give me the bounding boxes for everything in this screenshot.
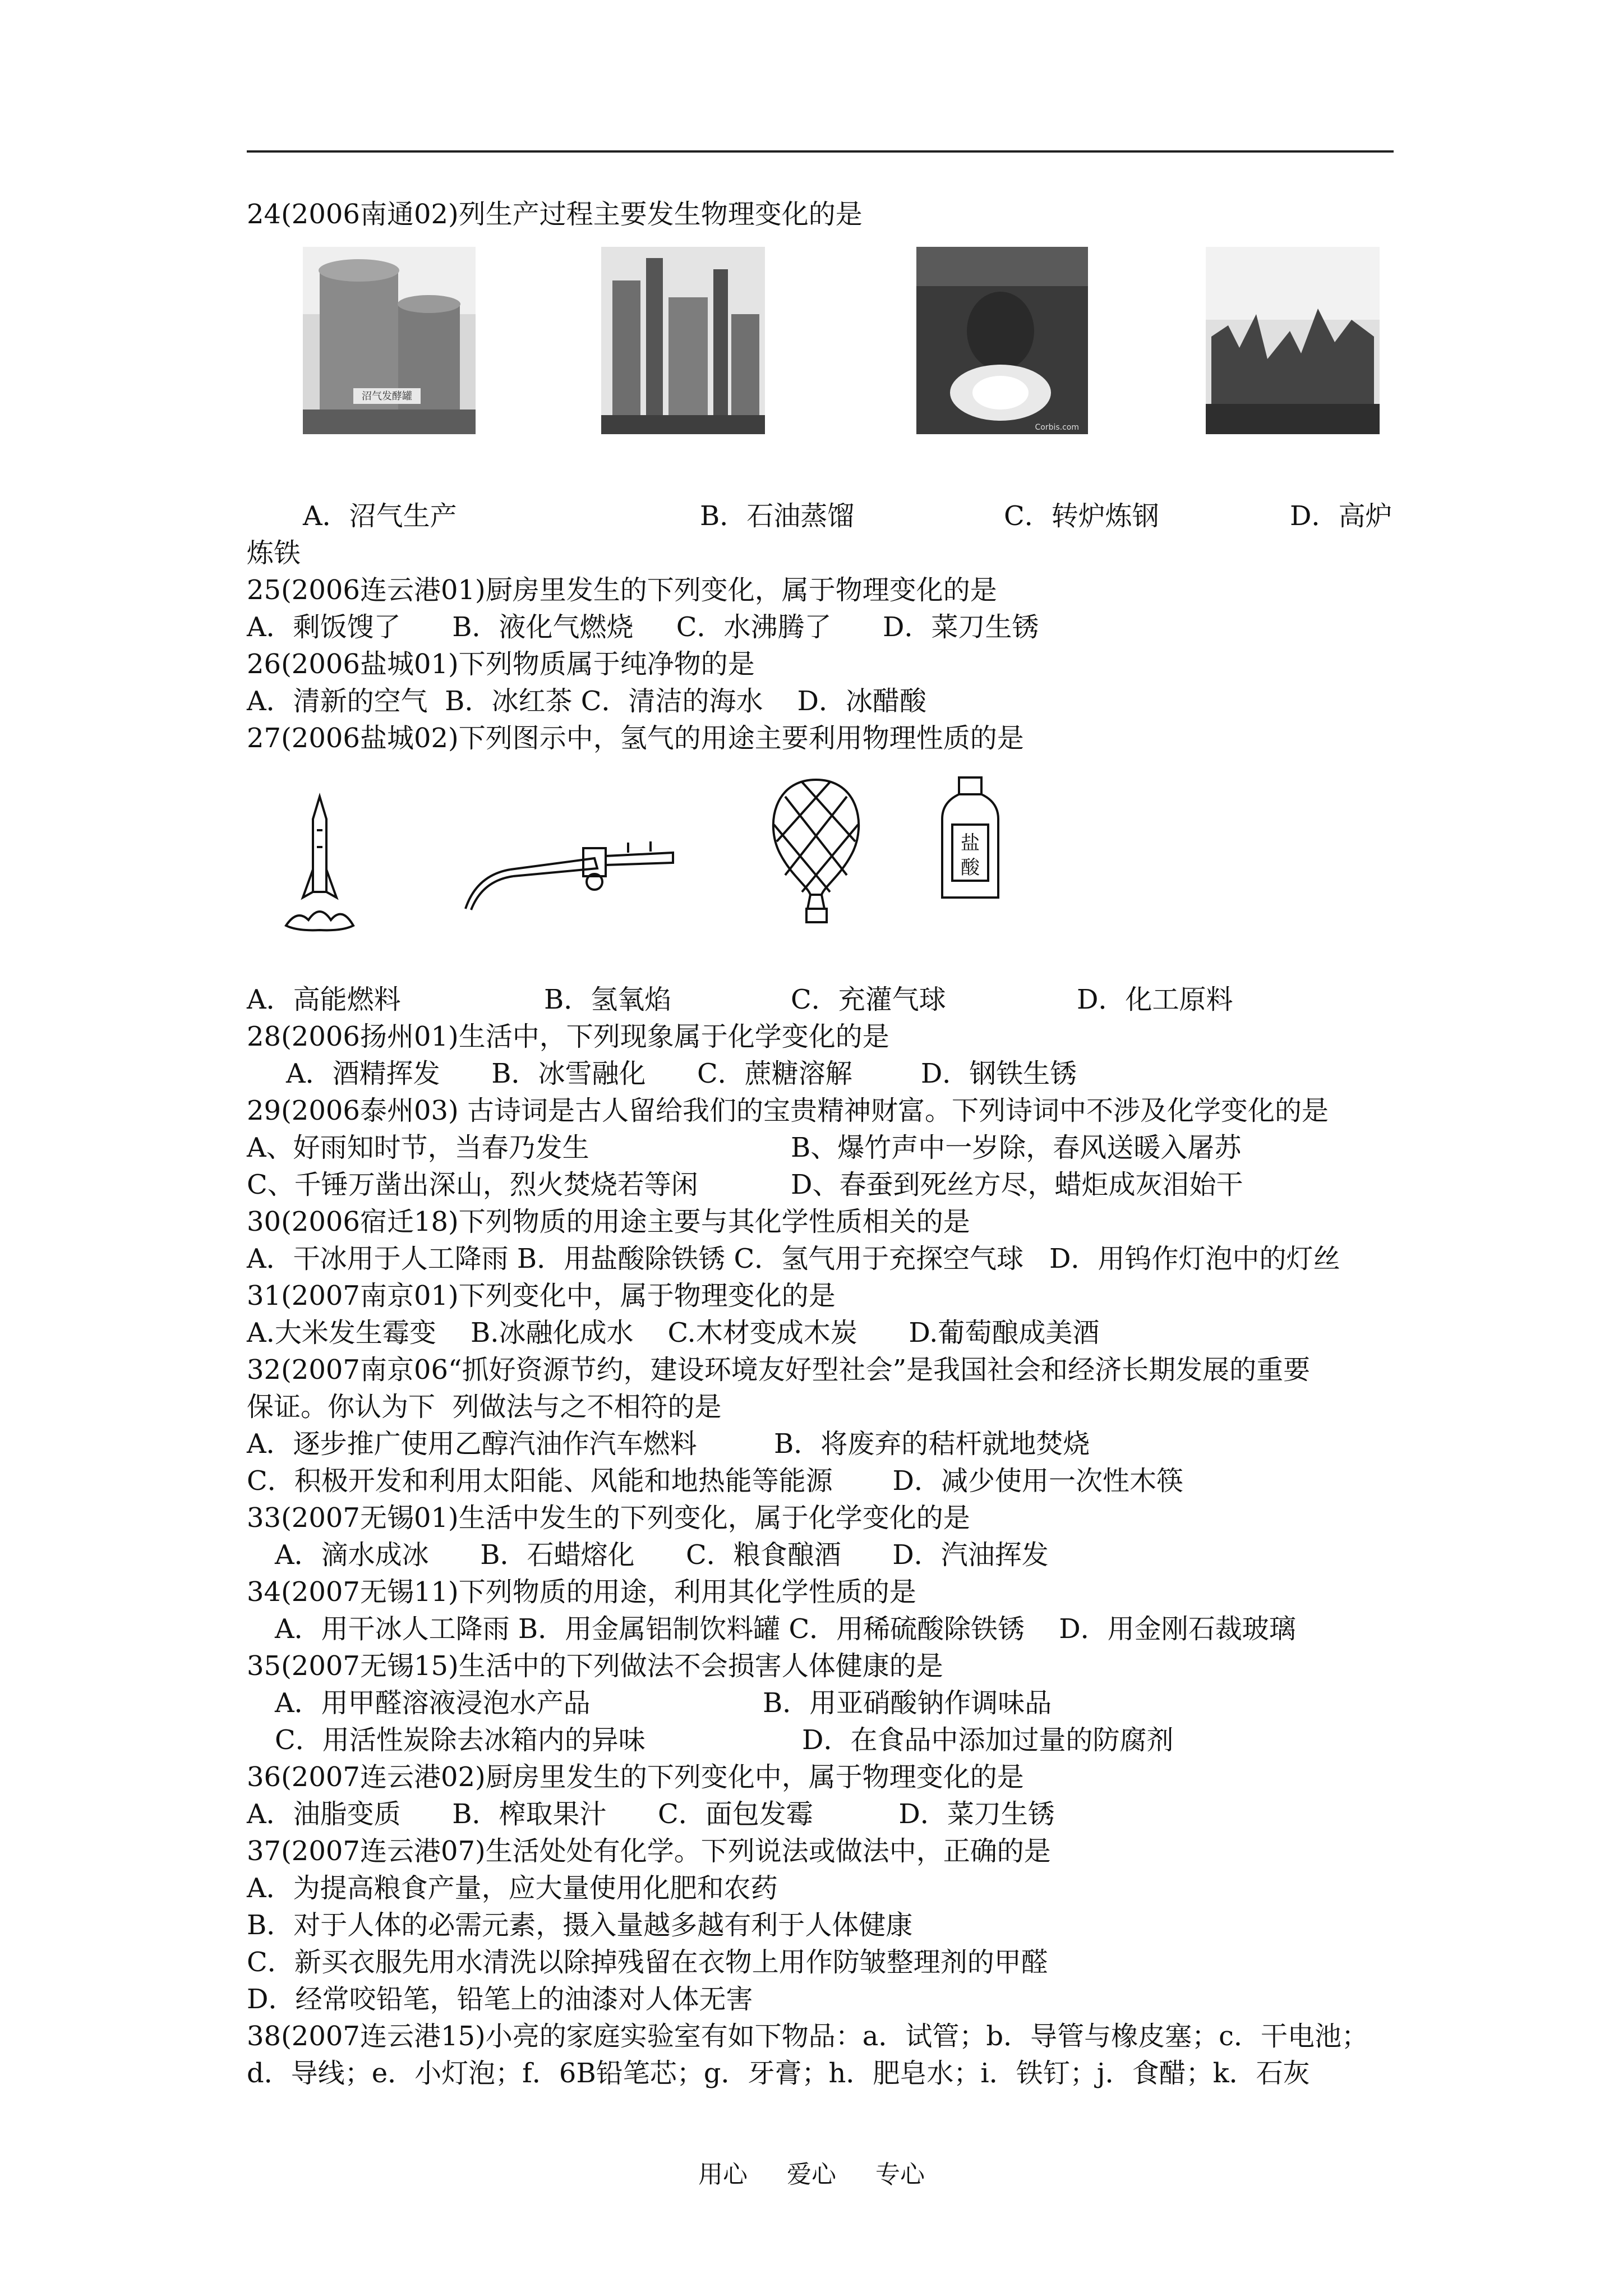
q34-options: A．用干冰人工降雨 B．用金属铝制饮料罐 C．用稀硫酸除铁锈 D．用金刚石裁玻璃 [275,1613,1296,1645]
blast-furnace-photo [1206,247,1380,434]
q27-option-b: B．氢氧焰 [544,984,672,1015]
footer-text-1: 用心 [698,2160,748,2189]
q28-stem: 28(2006扬州01)生活中，下列现象属于化学变化的是 [247,1021,889,1052]
q30-options: A．干冰用于人工降雨 B．用盐酸除铁锈 C．氢气用于充探空气球 D．用钨作灯泡中的灯丝 [247,1243,1340,1274]
q24-option-a: A．沼气生产 [303,500,457,532]
q35-stem: 35(2007无锡15)生活中的下列做法不会损害人体健康的是 [247,1650,943,1682]
q28-options: A．酒精挥发 B．冰雪融化 C．蔗糖溶解 D．钢铁生锈 [286,1058,1077,1089]
q35-option-d: D．在食品中添加过量的防腐剂 [802,1724,1174,1756]
q26-options: A．清新的空气 B．冰红茶 C．清洁的海水 D．冰醋酸 [247,685,926,717]
q26-stem: 26(2006盐城01)下列物质属于纯净物的是 [247,648,755,680]
q29-option-c: C、千锤万凿出深山，烈火焚烧若等闲 [247,1169,698,1200]
q29-option-b: B、爆竹声中一岁除，春风送暖入屠苏 [791,1132,1242,1163]
q33-stem: 33(2007无锡01)生活中发生的下列变化，属于化学变化的是 [247,1502,970,1534]
q37-option-c: C．新买衣服先用水清洗以除掉残留在衣物上用作防皱整理剂的甲醛 [247,1947,1048,1978]
q27-option-a: A．高能燃料 [247,984,401,1015]
q35-option-b: B．用亚硝酸钠作调味品 [763,1687,1052,1719]
biogas-tank-photo [303,247,476,434]
svg-text:盐: 盐 [961,832,980,854]
q35-option-c: C．用活性炭除去冰箱内的异味 [275,1724,645,1756]
footer-text-3: 专心 [875,2160,925,2189]
q31-options: A.大米发生霉变 B.冰融化成水 C.木材变成木炭 D.葡萄酿成美酒 [247,1317,1100,1349]
q36-options: A．油脂变质 B．榨取果汁 C．面包发霉 D．菜刀生锈 [247,1798,1055,1830]
oxyhydrogen-torch-drawing [460,836,684,926]
svg-text:沼气发酵罐: 沼气发酵罐 [362,390,412,402]
q25-stem: 25(2006连云港01)厨房里发生的下列变化，属于物理变化的是 [247,574,997,606]
page-footer [0,2154,1623,2190]
svg-text:Corbis.com: Corbis.com [1035,423,1079,432]
q24-option-c: C．转炉炼钢 [1004,500,1159,532]
q37-option-d: D．经常咬铅笔，铅笔上的油漆对人体无害 [247,1984,753,2015]
q32-stem: 32(2007南京06“抓好资源节约，建设环境友好型社会”是我国社会和经济长期发展的重要 [247,1354,1311,1386]
oil-refinery-photo [601,247,765,434]
q30-stem: 30(2006宿迁18)下列物质的用途主要与其化学性质相关的是 [247,1206,970,1237]
footer-text-2: 爱心 [787,2160,836,2189]
q32-stem-cont: 保证。你认为下 列做法与之不相符的是 [247,1391,722,1423]
q24-option-d: D．高炉 [1290,500,1393,532]
q37-stem: 37(2007连云港07)生活处处有化学。下列说法或做法中，正确的是 [247,1835,1051,1867]
q37-option-a: A．为提高粮食产量，应大量使用化肥和农药 [247,1872,778,1904]
q32-options-cd: C．积极开发和利用太阳能、风能和地热能等能源 D．减少使用一次性木筷 [247,1465,1184,1497]
q32-option-b: B．将废弃的秸杆就地焚烧 [774,1428,1090,1460]
q27-option-d: D．化工原料 [1077,984,1233,1015]
q24-option-b: B．石油蒸馏 [700,500,855,532]
q38-stem-cont: d．导线；e．小灯泡；f．6B铅笔芯；g．牙膏；h．肥皂水；i．铁钉；j．食醋；k．石灰 [247,2058,1310,2089]
q29-stem: 29(2006泰州03) 古诗词是古人留给我们的宝贵精神财富。下列诗词中不涉及化学变化的是 [247,1095,1329,1126]
q31-stem: 31(2007南京01)下列变化中，属于物理变化的是 [247,1280,836,1312]
q38-stem: 38(2007连云港15)小亮的家庭实验室有如下物品：a．试管；b．导管与橡皮塞；c．干电池； [247,2021,1368,2052]
q33-options: A．滴水成冰 B．石蜡熔化 C．粮食酿酒 D．汽油挥发 [275,1539,1049,1571]
q32-option-a: A．逐步推广使用乙醇汽油作汽车燃料 [247,1428,697,1460]
q36-stem: 36(2007连云港02)厨房里发生的下列变化中，属于物理变化的是 [247,1761,1024,1793]
q25-options: A．剩饭馊了 B．液化气燃烧 C．水沸腾了 D．菜刀生锈 [247,611,1039,643]
q27-option-c: C．充灌气球 [791,984,946,1015]
hydrogen-balloon-drawing [763,774,869,926]
svg-text:酸: 酸 [961,857,980,879]
hydrochloric-acid-bottle-drawing [937,774,1004,903]
q24-option-d-wrap: 炼铁 [247,537,301,569]
q34-stem: 34(2007无锡11)下列物质的用途，利用其化学性质的是 [247,1576,916,1608]
q37-option-b: B．对于人体的必需元素，摄入量越多越有利于人体健康 [247,1910,913,1941]
q29-option-a: A、好雨知时节，当春乃发生 [247,1132,589,1163]
header-rule [247,150,1394,153]
q35-option-a: A．用甲醛溶液浸泡水产品 [275,1687,591,1719]
q29-option-d: D、春蚕到死丝方尽，蜡炬成灰泪始干 [791,1169,1243,1200]
converter-steelmaking-photo [916,247,1088,434]
q27-stem: 27(2006盐城02)下列图示中，氢气的用途主要利用物理性质的是 [247,723,1024,754]
rocket-launch-drawing [264,785,376,942]
q24-stem: 24(2006南通02)列生产过程主要发生物理变化的是 [247,199,863,230]
